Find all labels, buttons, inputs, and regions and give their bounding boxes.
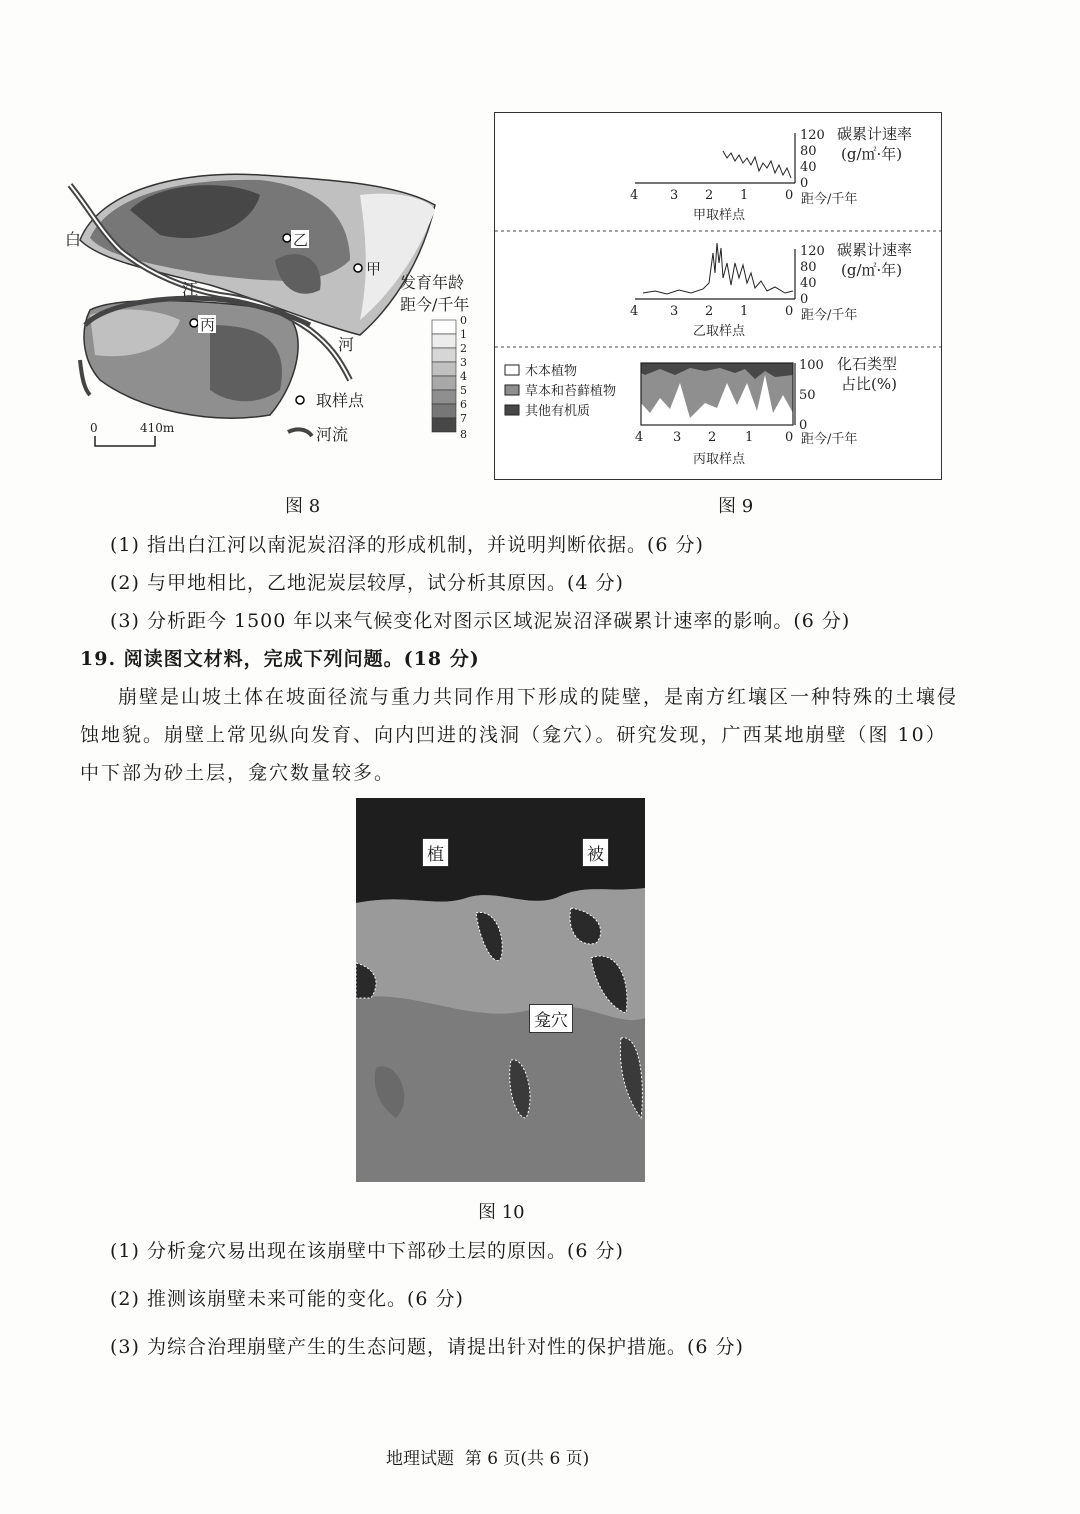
legend-sample-icon <box>296 396 304 404</box>
panel-bing <box>505 355 897 467</box>
y-tick: 0 <box>800 176 809 191</box>
y-tick: 0 <box>800 292 809 307</box>
photo-label-vegetation-2: 被 <box>582 838 609 867</box>
jia-x-label: 距今/千年 <box>801 192 858 207</box>
x-tick: 0 <box>785 304 794 319</box>
age-tick: 5 <box>460 384 467 397</box>
age-tick: 3 <box>460 356 467 369</box>
age-tick: 4 <box>460 370 467 383</box>
x-tick: 2 <box>708 430 717 445</box>
x-tick: 1 <box>740 188 749 203</box>
age-tick: 2 <box>460 342 467 355</box>
photo-label-niche: 龛穴 <box>529 1004 573 1033</box>
figure-10-caption: 图 10 <box>478 1202 525 1223</box>
sample-point-yi <box>283 234 291 242</box>
scale-bar <box>95 436 155 446</box>
jia-rate-unit: (g/㎡·年) <box>841 145 903 163</box>
q19-heading: 19. 阅读图文材料，完成下列问题。(18 分) <box>80 648 480 670</box>
x-tick: 3 <box>670 304 679 319</box>
x-tick: 0 <box>785 430 794 445</box>
yi-rate-title: 碳累计速率 <box>837 241 913 259</box>
page-footer: 地理试题 第 6 页(共 6 页) <box>386 1449 590 1469</box>
figure-10-photo <box>356 798 645 1182</box>
age-tick: 8 <box>460 428 467 441</box>
legend-river-icon <box>288 429 312 436</box>
fossil-title: 化石类型 <box>837 355 898 373</box>
age-legend-unit: 距今/千年 <box>400 295 470 314</box>
x-tick: 4 <box>630 304 639 319</box>
x-tick: 2 <box>705 188 714 203</box>
x-tick: 1 <box>745 430 754 445</box>
sample-point-jia <box>354 264 362 272</box>
legend-woody-label: 木本植物 <box>525 364 578 379</box>
figure-9-chart <box>494 112 942 480</box>
bing-x-label: 距今/千年 <box>801 432 858 447</box>
panel-yi <box>630 241 912 339</box>
y-tick: 0 <box>799 418 808 433</box>
jia-rate-line <box>723 151 791 178</box>
photo-label-vegetation-1: 植 <box>422 838 449 867</box>
age-tick: 1 <box>460 328 467 341</box>
bing-panel-title: 丙取样点 <box>693 452 746 467</box>
y-tick: 100 <box>799 358 824 373</box>
figure-8-map <box>60 150 490 450</box>
river-west <box>80 360 90 395</box>
age-tick: 7 <box>460 412 467 425</box>
x-tick: 1 <box>740 304 749 319</box>
q19-paragraph: 崩壁是山坡土体在坡面径流与重力共同作用下形成的陡壁，是南方红壤区一种特殊的土壤侵蚀地貌。崩壁上常见纵向发育、向内凹进的浅洞（龛穴）。研究发现，广西某地崩壁（图 10）中下部为砂土层，龛穴数量较多。 <box>80 686 959 784</box>
x-tick: 4 <box>635 430 644 445</box>
legend-other-label: 其他有机质 <box>525 404 591 419</box>
x-tick: 2 <box>705 304 714 319</box>
q18-sub1: (1) 指出白江河以南泥炭沼泽的形成机制，并说明判断依据。(6 分) <box>110 534 704 556</box>
label-yi: 乙 <box>293 231 309 249</box>
scale-410: 410m <box>140 421 175 435</box>
scale-zero: 0 <box>90 421 98 435</box>
x-tick: 3 <box>673 430 682 445</box>
panel-jia <box>630 125 912 223</box>
sample-point-bing <box>190 319 198 327</box>
legend-herb-label: 草本和苔藓植物 <box>525 384 617 399</box>
legend-herb-swatch <box>505 385 519 395</box>
age-tick: 6 <box>460 398 467 411</box>
yi-rate-line <box>643 243 793 294</box>
label-he: 河 <box>338 335 355 354</box>
legend-woody-swatch <box>505 365 519 375</box>
y-tick: 120 <box>800 244 825 259</box>
map-svg <box>60 150 490 450</box>
y-tick: 80 <box>800 260 817 275</box>
y-tick: 40 <box>800 160 817 175</box>
label-bing: 丙 <box>200 316 216 334</box>
age-tick: 0 <box>460 314 467 327</box>
age-legend-bar <box>432 320 456 432</box>
yi-panel-title: 乙取样点 <box>693 324 746 339</box>
yi-x-label: 距今/千年 <box>801 308 858 323</box>
q18-sub3: (3) 分析距今 1500 年以来气候变化对图示区域泥炭沼泽碳累计速率的影响。(6 分) <box>110 610 851 632</box>
q19-sub3: (3) 为综合治理崩壁产生的生态问题，请提出针对性的保护措施。(6 分) <box>110 1336 744 1358</box>
fossil-unit: 占比(%) <box>841 375 897 393</box>
age-legend-ticks <box>460 314 467 441</box>
figure-8-caption: 图 8 <box>285 496 321 517</box>
figure-9-caption: 图 9 <box>718 496 754 517</box>
x-tick: 0 <box>785 188 794 203</box>
label-bai: 白 <box>65 230 82 249</box>
y-tick: 40 <box>800 276 817 291</box>
y-tick: 120 <box>800 128 825 143</box>
legend-other-swatch <box>505 405 519 415</box>
legend-river-label: 河流 <box>316 425 349 444</box>
q19-sub1: (1) 分析龛穴易出现在该崩壁中下部砂土层的原因。(6 分) <box>110 1240 624 1262</box>
age-legend-title: 发育年龄 <box>400 273 465 292</box>
q19-sub2: (2) 推测该崩壁未来可能的变化。(6 分) <box>110 1288 464 1310</box>
jia-rate-title: 碳累计速率 <box>837 125 913 143</box>
figure-9-svg <box>495 113 941 479</box>
yi-rate-unit: (g/㎡·年) <box>841 261 903 279</box>
q18-sub2: (2) 与甲地相比，乙地泥炭层较厚，试分析其原因。(4 分) <box>110 572 624 594</box>
jia-panel-title: 甲取样点 <box>693 208 746 223</box>
y-tick: 50 <box>799 388 816 403</box>
label-jiang: 江 <box>182 280 199 299</box>
label-jia: 甲 <box>366 260 382 278</box>
legend-sample-label: 取样点 <box>316 391 365 410</box>
y-tick: 80 <box>800 144 817 159</box>
x-tick: 4 <box>630 188 639 203</box>
x-tick: 3 <box>670 188 679 203</box>
